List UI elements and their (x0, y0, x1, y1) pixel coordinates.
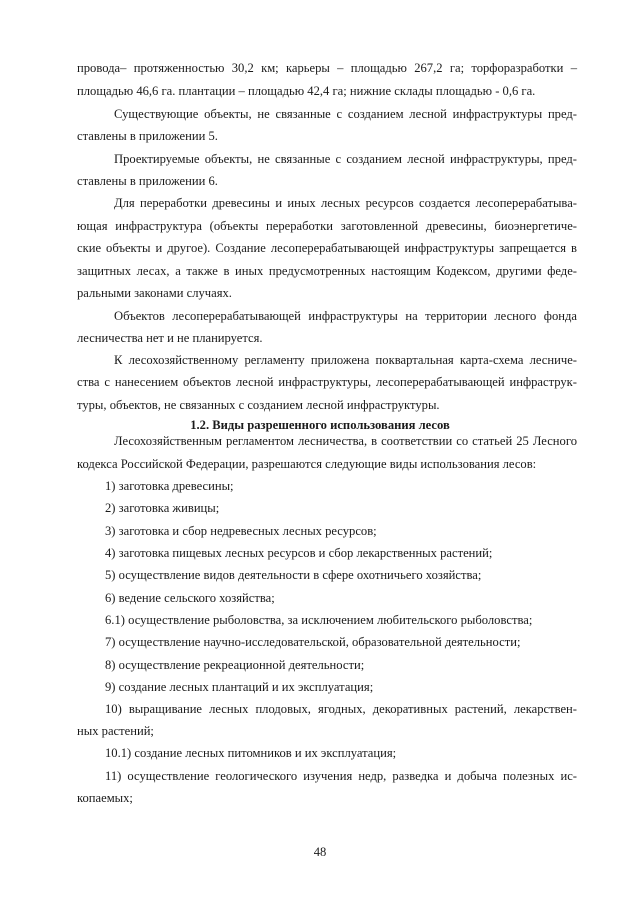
paragraph-line: защитных лесах, а также в иных предусмотренных настоящим Кодексом, другими феде- (77, 264, 577, 278)
paragraph-line: ющая инфраструктура (объекты переработки заготовленной древесины, биоэнергетиче- (77, 219, 577, 233)
list-item: 7) осуществление научно-исследовательской, образовательной деятельности; (105, 635, 521, 649)
paragraph-line: лесничества нет и не планируется. (77, 331, 263, 345)
list-item-continuation: ных растений; (77, 724, 154, 738)
paragraph-line: Существующие объекты, не связанные с созданием лесной инфраструктуры пред- (114, 107, 577, 121)
paragraph-line: ставлены в приложении 6. (77, 174, 218, 188)
list-item: 8) осуществление рекреационной деятельности; (105, 658, 365, 672)
list-item: 9) создание лесных плантаций и их эксплуатация; (105, 680, 374, 694)
paragraph-line: К лесохозяйственному регламенту приложена поквартальная карта-схема лесниче- (114, 353, 577, 367)
list-item: 4) заготовка пищевых лесных ресурсов и сбор лекарственных растений; (105, 546, 493, 560)
paragraph-line: ральными законами случаях. (77, 286, 232, 300)
paragraph-line: ставлены в приложении 5. (77, 129, 218, 143)
paragraph-line: Для переработки древесины и иных лесных ресурсов создается лесоперерабатыва- (114, 196, 577, 210)
paragraph-line: ские объекты и другое). Создание лесоперерабатывающей инфраструктуры запрещается в (77, 241, 577, 255)
section-heading: 1.2. Виды разрешенного использования лесов (190, 418, 450, 432)
list-item: 10.1) создание лесных питомников и их эксплуатация; (105, 746, 397, 760)
paragraph-line: Проектируемые объекты, не связанные с созданием лесной инфраструктуры, пред- (114, 152, 577, 166)
paragraph-line: провода– протяженностью 30,2 км; карьеры – площадью 267,2 га; торфоразработки – (77, 61, 577, 75)
paragraph-line: Объектов лесоперерабатывающей инфраструктуры на территории лесного фонда (114, 309, 577, 323)
paragraph-line: Лесохозяйственным регламентом лесничества, в соответствии со статьей 25 Лесного (114, 434, 577, 448)
list-item: 1) заготовка древесины; (105, 479, 234, 493)
paragraph-line: кодекса Российской Федерации, разрешаются следующие виды использования лесов: (77, 457, 537, 471)
page-number: 48 (313, 845, 327, 859)
list-item: 11) осуществление геологического изучения недр, разведка и добыча полезных ис- (105, 769, 577, 783)
paragraph-line: площадью 46,6 га. плантации – площадью 42,4 га; нижние склады площадью - 0,6 га. (77, 84, 536, 98)
list-item: 6.1) осуществление рыболовства, за исключением любительского рыболовства; (105, 613, 533, 627)
list-item: 3) заготовка и сбор недревесных лесных ресурсов; (105, 524, 377, 538)
paragraph-line: ства с нанесением объектов лесной инфраструктуры, лесоперерабатывающей инфраструк- (77, 375, 577, 389)
list-item: 6) ведение сельского хозяйства; (105, 591, 275, 605)
list-item: 10) выращивание лесных плодовых, ягодных, декоративных растений, лекарствен- (105, 702, 577, 716)
paragraph-line: туры, объектов, не связанных с созданием лесной инфраструктуры. (77, 398, 440, 412)
list-item-continuation: копаемых; (77, 791, 133, 805)
list-item: 2) заготовка живицы; (105, 501, 220, 515)
list-item: 5) осуществление видов деятельности в сфере охотничьего хозяйства; (105, 568, 482, 582)
